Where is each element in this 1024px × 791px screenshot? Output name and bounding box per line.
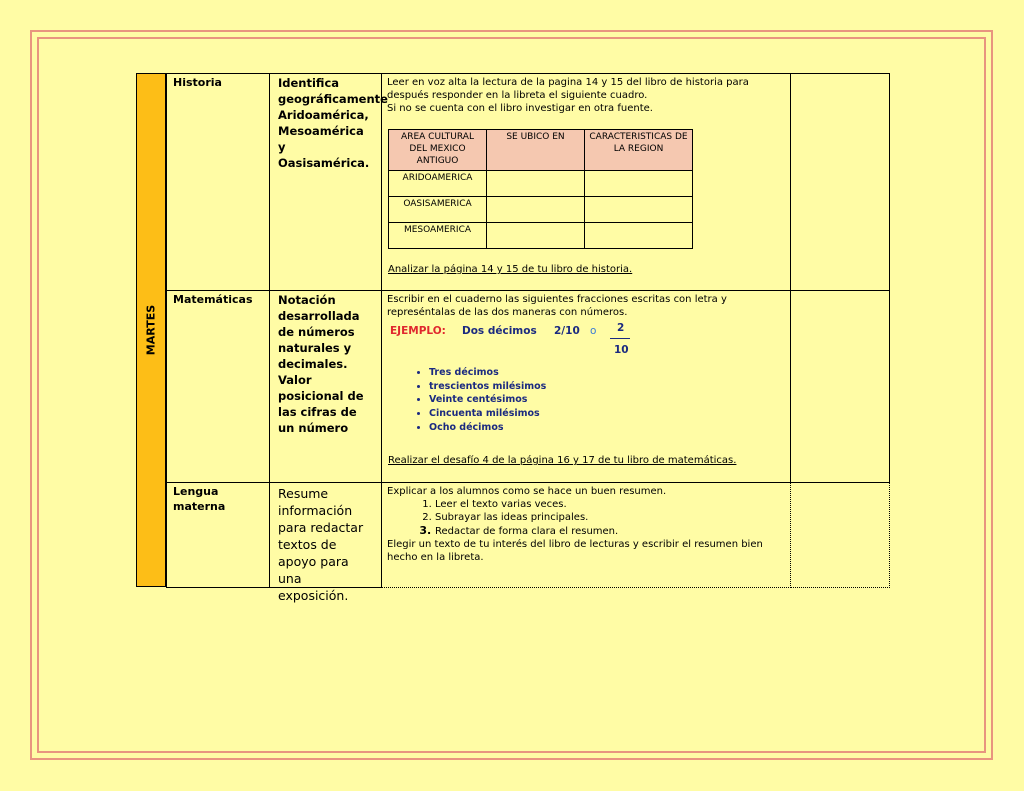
blank-cell-historia (790, 73, 890, 291)
table-header-cell: AREA CULTURAL DEL MEXICO ANTIGUO (389, 130, 487, 171)
activity-line: Leer en voz alta la lectura de la pagina 14 y 15 del libro de historia para (387, 77, 749, 88)
example-label: EJEMPLO: (390, 325, 446, 337)
list-item: 1. Leer el texto varias veces. (435, 498, 785, 511)
list-item: • Tres décimos (429, 366, 546, 380)
activity-footer: Realizar el desafío 4 de la página 16 y 17 de tu libro de matemáticas. (388, 455, 737, 466)
objective-historia (269, 73, 388, 291)
fraction-denominator: 10 (614, 344, 629, 356)
list-item: 3. Redactar de forma clara el resumen. (435, 524, 785, 538)
example-words: Dos décimos (462, 325, 537, 337)
table-cell (585, 223, 693, 249)
list-item: • Cincuenta milésimos (429, 407, 546, 421)
table-header-cell: SE UBICO EN (487, 130, 585, 171)
day-column (136, 73, 166, 587)
subject-label: Matemáticas (173, 293, 253, 306)
subject-historia (166, 73, 270, 291)
example-or: o (590, 325, 597, 337)
blank-cell-lengua (790, 482, 890, 588)
subject-label: Lengua materna (173, 485, 226, 513)
list-item: • Ocho décimos (429, 421, 546, 435)
subject-matematicas (166, 290, 270, 483)
table-cell: MESOAMERICA (389, 223, 487, 249)
day-label: MARTES (144, 304, 158, 356)
objective-text: Notación desarrollada de números naturales y decimales. Valor posicional de las cifras de un número (278, 293, 364, 435)
fraction-numerator: 2 (617, 322, 625, 334)
fraction-bar (610, 338, 630, 339)
table-header-cell: CARACTERISTICAS DE LA REGION (585, 130, 693, 171)
activity-intro: Explicar a los alumnos como se hace un buen resumen. (387, 486, 667, 497)
objective-matematicas (269, 290, 382, 483)
table-cell (585, 171, 693, 197)
table-header-row (389, 130, 693, 171)
objective-text: Identifica geográficamente Aridoamérica, Mesoamérica y Oasisamérica. (278, 76, 388, 170)
table-cell (487, 223, 585, 249)
list-item: 2. Subrayar las ideas principales. (435, 511, 785, 524)
objective-text: Resume información para redactar textos de apoyo para una exposición. (278, 486, 364, 603)
objective-lengua (269, 482, 382, 603)
table-row (389, 223, 693, 249)
blank-cell-matematicas (790, 290, 890, 483)
subject-label: Historia (173, 76, 222, 89)
activity-line: represéntalas de las dos maneras con números. (387, 307, 628, 318)
example-fraction: 2/10 (554, 325, 580, 337)
table-cell (487, 171, 585, 197)
fraction-list (400, 366, 546, 435)
table-cell: ARIDOAMERICA (389, 171, 487, 197)
list-item: • trescientos milésimos (429, 380, 546, 394)
activity-line: después responder en la libreta el siguiente cuadro. (387, 90, 648, 101)
activity-line: Si no se cuenta con el libro investigar en otra fuente. (387, 103, 653, 114)
table-cell (487, 197, 585, 223)
table-cell: OASISAMERICA (389, 197, 487, 223)
activity-lengua (381, 482, 791, 588)
steps-list (387, 498, 785, 538)
activity-footer: Analizar la página 14 y 15 de tu libro de historia. (388, 264, 633, 275)
activity-line: Escribir en el cuaderno las siguientes fracciones escritas con letra y (387, 294, 727, 305)
subject-lengua (166, 482, 270, 588)
activity-closing: Elegir un texto de tu interés del libro de lecturas y escribir el resumen bien hecho en la libreta. (387, 539, 763, 563)
list-item: • Veinte centésimos (429, 393, 546, 407)
cultural-areas-table (388, 129, 693, 249)
table-row (389, 197, 693, 223)
table-cell (585, 197, 693, 223)
table-row (389, 171, 693, 197)
